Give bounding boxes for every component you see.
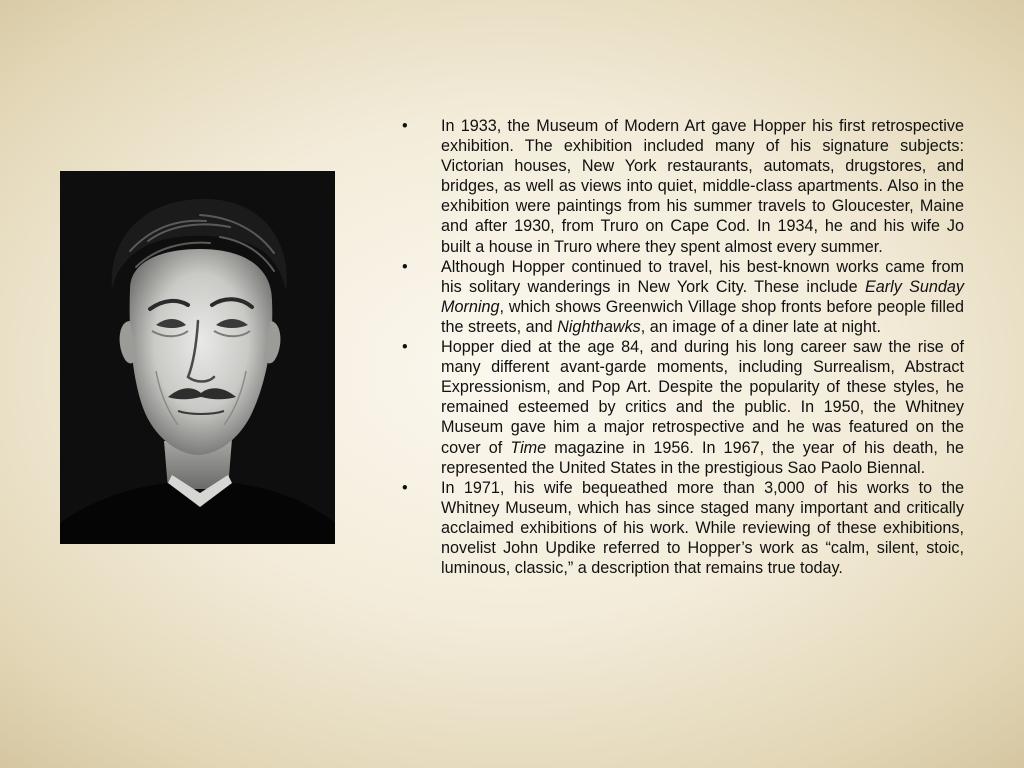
text-segment: , which shows Greenwich Village shop fronts before people filled the streets, and (441, 297, 964, 336)
bullet-marker: • (402, 117, 408, 135)
magazine-title: Time (510, 438, 547, 457)
bullet-item (402, 116, 964, 257)
artwork-title: Nighthawks (557, 317, 641, 336)
text-segment: Although Hopper continued to travel, his best-known works came from his solitary wanderings in New York City. These include (441, 257, 964, 296)
artwork-title: Early Sunday Morning (441, 277, 964, 316)
bullet-text (441, 479, 964, 577)
text-segment: , an image of a diner late at night. (640, 317, 882, 336)
bullet-text (441, 338, 964, 477)
portrait-image (60, 171, 335, 544)
bullet-item (402, 337, 964, 478)
bullet-marker: • (402, 257, 408, 276)
bullet-text (441, 258, 964, 336)
bullet-item (402, 257, 964, 337)
text-segment: magazine in 1956. In 1967, the year of his death, he represented the United States in the prestigious Sao Paolo Biennal. (441, 438, 964, 477)
bullet-text (441, 117, 964, 256)
bullet-item (402, 478, 964, 578)
bullet-marker: • (402, 478, 408, 497)
portrait-drawing (60, 171, 335, 544)
text-segment: Hopper died at the age 84, and during his long career saw the rise of many different avant-garde moments, including Surrealism, Abstract Expressionism, and Pop Art. Despite the popularity of these styles, he remained esteemed by critics and the public. In 1950, the Whitney Museum gave him a major retrospective and he was featured on the cover of (441, 338, 964, 457)
bullet-list (402, 116, 964, 578)
bullet-marker: • (402, 338, 408, 357)
text-segment: In 1933, the Museum of Modern Art gave Hopper his first retrospective exhibition. The exhibition included many of his signature subjects: Victorian houses, New York restaurants, automats, drugstores, and bridges, as well as views into quiet, middle-class apartments. Also in the exhibition were paintings from his summer travels to Gloucester, Maine and after 1930, from Truro on Cape Cod. In 1934, he and his wife Jo built a house in Truro where they spent almost every summer. (441, 117, 964, 256)
text-segment: In 1971, his wife bequeathed more than 3,000 of his works to the Whitney Museum, which has since staged many important and critically acclaimed exhibitions of his work. While reviewing of these exhibitions, novelist John Updike referred to Hopper’s work as “calm, silent, stoic, luminous, classic,” a description that remains true today. (441, 478, 964, 578)
